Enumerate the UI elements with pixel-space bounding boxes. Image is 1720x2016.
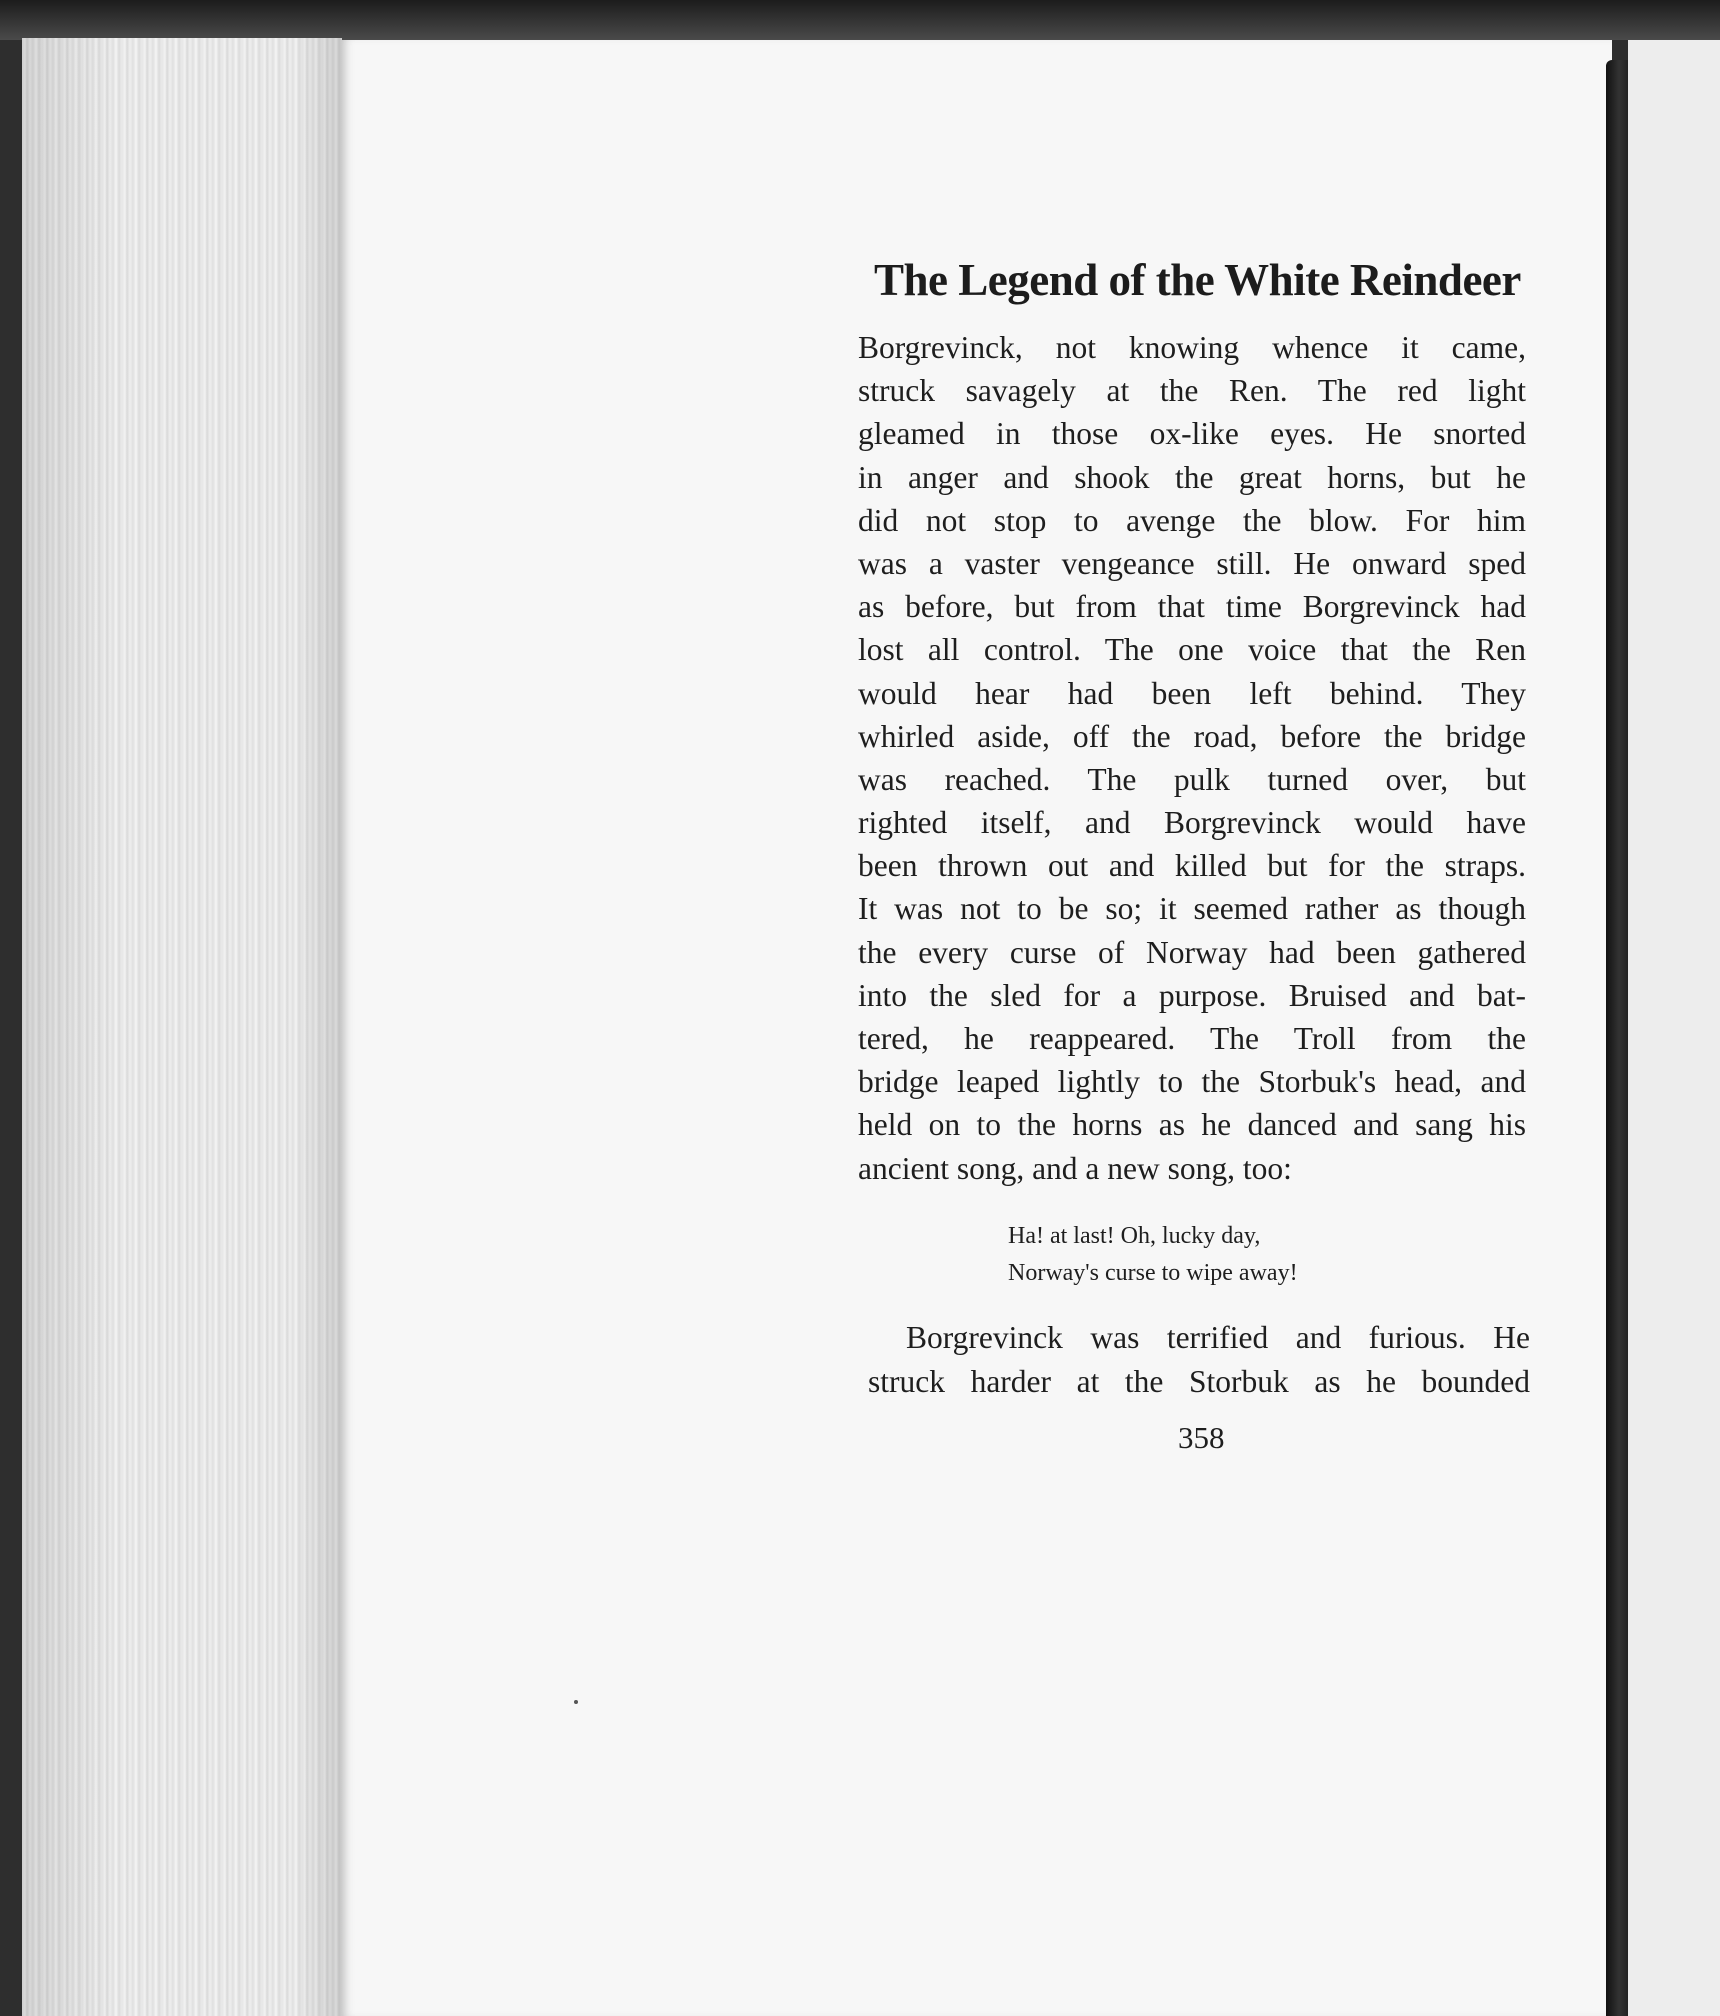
text-line: bridge leaped lightly to the Storbuk's head, and [858,1064,1526,1100]
book-page-edges [22,38,342,2016]
text-line: been thrown out and killed but for the straps. [858,848,1526,884]
text-line: righted itself, and Borgrevinck would have [858,805,1526,841]
text-line: did not stop to avenge the blow. For him [858,502,1526,538]
scan-speck [574,1700,578,1704]
text-line: into the sled for a purpose. Bruised and bat- [858,977,1526,1013]
paragraph-1 [858,326,1526,1190]
text-line: Borgrevinck was terrified and furious. He [906,1320,1530,1355]
text-line: tered, he reappeared. The Troll from the [858,1021,1526,1056]
running-head: The Legend of the White Reindeer [874,255,1521,305]
paragraph-2 [868,1316,1530,1404]
verse-line: Ha! at last! Oh, lucky day, [1008,1223,1261,1249]
text-line: whirled aside, off the road, before the bridge [858,718,1526,754]
text-line: was reached. The pulk turned over, but [858,761,1526,797]
text-line-last: ancient song, and a new song, too: [858,1150,1292,1186]
page-number: 358 [1178,1420,1225,1455]
text-line: gleamed in those ox-like eyes. He snorted [858,416,1526,452]
facing-page-edge [1628,40,1720,2016]
text-line: was a vaster vengeance still. He onward sped [858,545,1526,581]
text-line: lost all control. The one voice that the Ren [858,632,1526,668]
text-line: struck savagely at the Ren. The red light [858,373,1526,409]
book-gutter [1606,60,1628,2016]
text-line: held on to the horns as he danced and sang his [858,1107,1526,1143]
text-line: as before, but from that time Borgrevinck had [858,589,1526,625]
text-line: It was not to be so; it seemed rather as though [858,891,1526,927]
text-line: struck harder at the Storbuk as he bounded [868,1364,1530,1399]
verse-line: Norway's curse to wipe away! [1008,1260,1298,1286]
scan-top-edge [0,0,1720,40]
verse [1008,1218,1408,1292]
text-line: would hear had been left behind. They [858,675,1526,711]
text-line: in anger and shook the great horns, but he [858,459,1526,495]
text-line: the every curse of Norway had been gathered [858,934,1526,970]
text-line: Borgrevinck, not knowing whence it came, [858,330,1526,365]
